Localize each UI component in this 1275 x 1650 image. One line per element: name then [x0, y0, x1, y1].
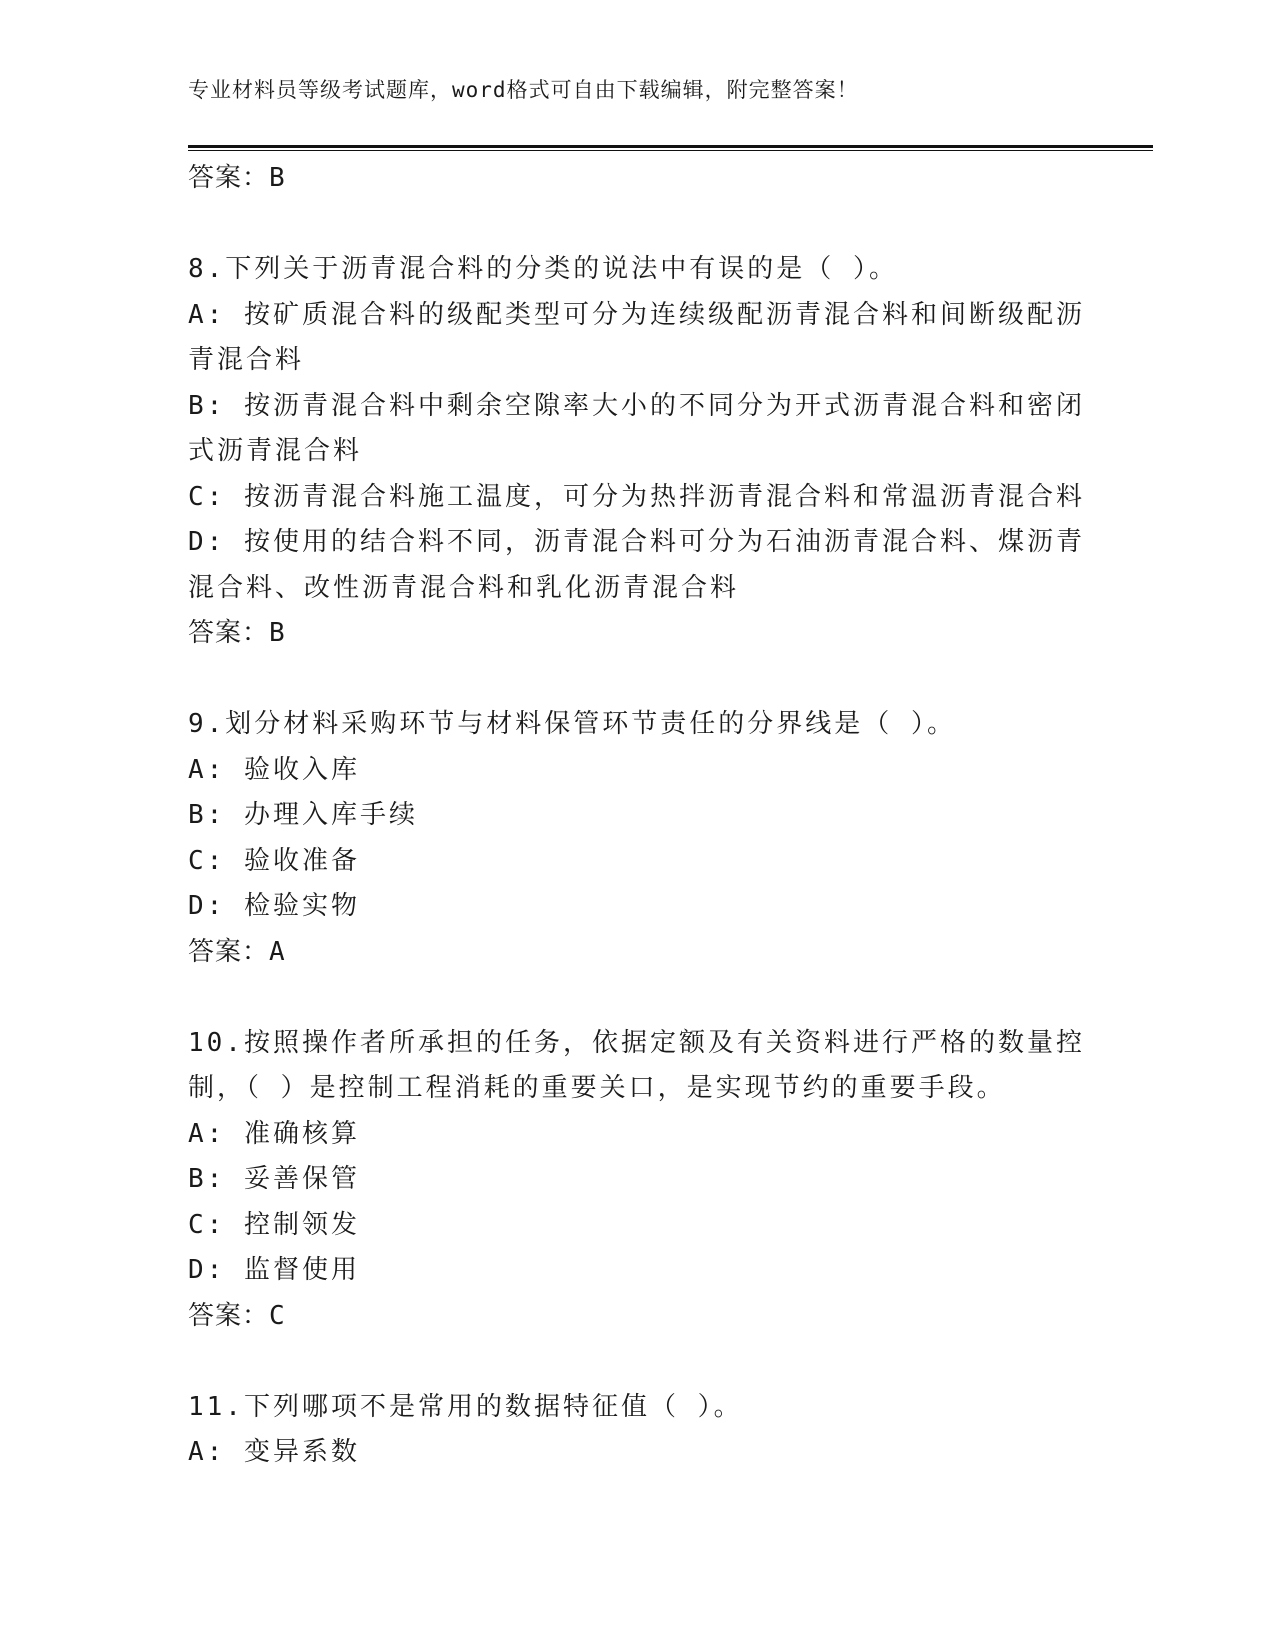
- option-a-cont: 青混合料: [188, 345, 305, 375]
- option-b: B: 办理入库手续: [188, 800, 418, 830]
- question-9: [188, 702, 1078, 930]
- answer-value: C: [269, 1300, 285, 1331]
- answer-q8: [188, 611, 1078, 657]
- option-b-cont: 式沥青混合料: [188, 436, 363, 466]
- answer-label: 答案：: [188, 163, 270, 193]
- question-stem: 9.划分材料采购环节与材料保管环节责任的分界线是（ ）。: [188, 709, 956, 739]
- answer-q9: [188, 930, 1078, 976]
- answer-q10: [188, 1294, 1078, 1340]
- answer-value: B: [269, 163, 285, 193]
- answer-value: B: [269, 618, 285, 648]
- option-d: D: 按使用的结合料不同，沥青混合料可分为石油沥青混合料、煤沥青: [188, 527, 1085, 557]
- spacer: [188, 975, 1078, 1021]
- answer-label: 答案：: [188, 1300, 270, 1331]
- option-a: A: 准确核算: [188, 1118, 360, 1149]
- option-d: D: 检验实物: [188, 891, 360, 921]
- question-stem-cont: 制，（ ）是控制工程消耗的重要关口，是实现节约的重要手段。: [188, 1073, 1006, 1103]
- option-d: D: 监督使用: [188, 1255, 360, 1285]
- question-stem: 11.下列哪项不是常用的数据特征值（ ）。: [188, 1391, 743, 1422]
- answer-label: 答案：: [188, 618, 270, 648]
- answer-q7: [188, 156, 1078, 202]
- spacer: [188, 1339, 1078, 1385]
- option-c: C: 控制领发: [188, 1209, 360, 1240]
- spacer: [188, 202, 1078, 248]
- option-c: C: 验收准备: [188, 845, 360, 876]
- header-rule-thin: [188, 150, 1153, 151]
- question-8: [188, 247, 1085, 611]
- option-d-cont: 混合料、改性沥青混合料和乳化沥青混合料: [188, 572, 740, 603]
- question-10: [188, 1021, 1085, 1294]
- option-b: B: 按沥青混合料中剩余空隙率大小的不同分为开式沥青混合料和密闭: [188, 390, 1085, 421]
- page-header: 专业材料员等级考试题库，word格式可自由下载编辑，附完整答案！: [188, 78, 859, 102]
- option-a: A: 验收入库: [188, 754, 360, 785]
- header-rule-thick: [188, 145, 1153, 148]
- question-11: [188, 1385, 1078, 1476]
- spacer: [188, 657, 1078, 703]
- answer-value: A: [269, 936, 285, 967]
- question-stem: 10.按照操作者所承担的任务，依据定额及有关资料进行严格的数量控: [188, 1027, 1085, 1058]
- option-b: B: 妥善保管: [188, 1164, 360, 1194]
- option-c: C: 按沥青混合料施工温度，可分为热拌沥青混合料和常温沥青混合料: [188, 481, 1085, 512]
- question-list: [188, 156, 1085, 1476]
- question-stem: 8.下列关于沥青混合料的分类的说法中有误的是（ ）。: [188, 254, 898, 284]
- answer-label: 答案：: [188, 936, 270, 967]
- option-a: A: 按矿质混合料的级配类型可分为连续级配沥青混合料和间断级配沥: [188, 299, 1085, 330]
- option-a: A: 变异系数: [188, 1437, 360, 1467]
